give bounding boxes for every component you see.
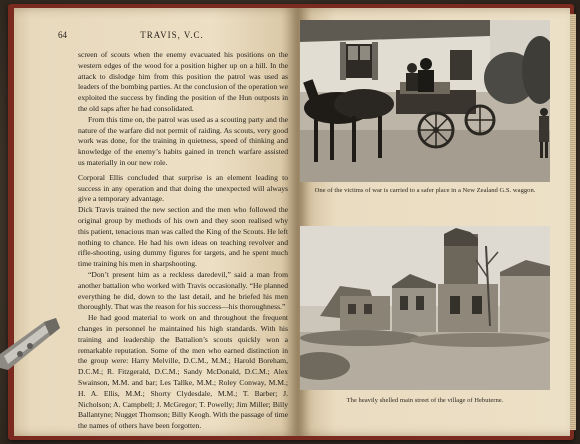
horse-drawn-wagon-photo bbox=[300, 20, 550, 182]
bookmark-clip-icon bbox=[0, 314, 62, 374]
paragraph: “Don’t present him as a reckless daredevil,” said a man from another battalion who worked with Travis occasionally. “He planned everything he did, down to the last detail, and he briefed his men thoroughly. That was the reason for his success—his thoroughness.” bbox=[78, 269, 288, 312]
paragraph: He had good material to work on and throughout the frequent changes in personnel he maintained his high standards. With his training and leadership the Battalion’s scouts quickly won a remarkable reputation. Some of the men who earned distinction in the group were: Harry Melville, D.C.M., M.M.; Harold Boreham, D.C.M.; R. Fitzgerald, D.C.M.; Sandy McDonald, D.C.M.; Alex Swainson, M.M. and bar; Les Tallke, M.M.; Roley Conway, M.M.; H. A. Ellis, M.M.; Shorty Clydesdale, M.M.; T. Barber; J. Nicholson; A. Campbell; J. McGregor; T. Powelly; Jim Miller; Billy Ballantyne; Nugget Thomson; Billy Keogh. With the passage of time the names of others have been forgotten. bbox=[78, 313, 288, 431]
paragraph: screen of scouts when the enemy evacuated his positions on the western edges of the wood for a position higher up on a hill. In the attack to dislodge him from this position the patrol was used as leaders of the bombing parties. At the conclusion of the operation we exploited the success by finding the position of the Hun outposts in the old saps after he had consolidated. bbox=[78, 50, 288, 113]
paragraph: Corporal Ellis concluded that surprise is an element leading to success in any operation and that doing the unexpected will always give a temporary advantage. bbox=[78, 172, 288, 204]
body-text bbox=[78, 50, 288, 432]
running-head bbox=[58, 30, 286, 42]
running-title: TRAVIS, V.C. bbox=[140, 30, 204, 40]
photo-caption: One of the victims of war is carried to a safer place in a New Zealand G.S. waggon. bbox=[314, 187, 536, 194]
paragraph: From this time on, the patrol was used as a scouting party and the nature of the warfare did not permit of raiding. As scouts, very good work was done, for the training in quietness, speed of thinking and knowledge of the enemy’s habits gained in trench warfare assisted us materially in our new role. bbox=[78, 114, 288, 167]
paragraph: Dick Travis trained the new section and the men who followed the original group by methods of his own and they soon realised why this patient, tenacious man was called the King of the Scouts. He left nothing to chance. He had his own ideas on teaching revolver and rifle-shooting, using dummy figures for targets, and he spent much time training his men in sharpshooting. bbox=[78, 205, 288, 269]
ruined-village-street-photo bbox=[300, 226, 550, 390]
photo-caption: The heavily shelled main street of the village of Hebuterne. bbox=[346, 397, 504, 404]
page-edges bbox=[570, 14, 576, 430]
page-number: 64 bbox=[58, 30, 67, 40]
